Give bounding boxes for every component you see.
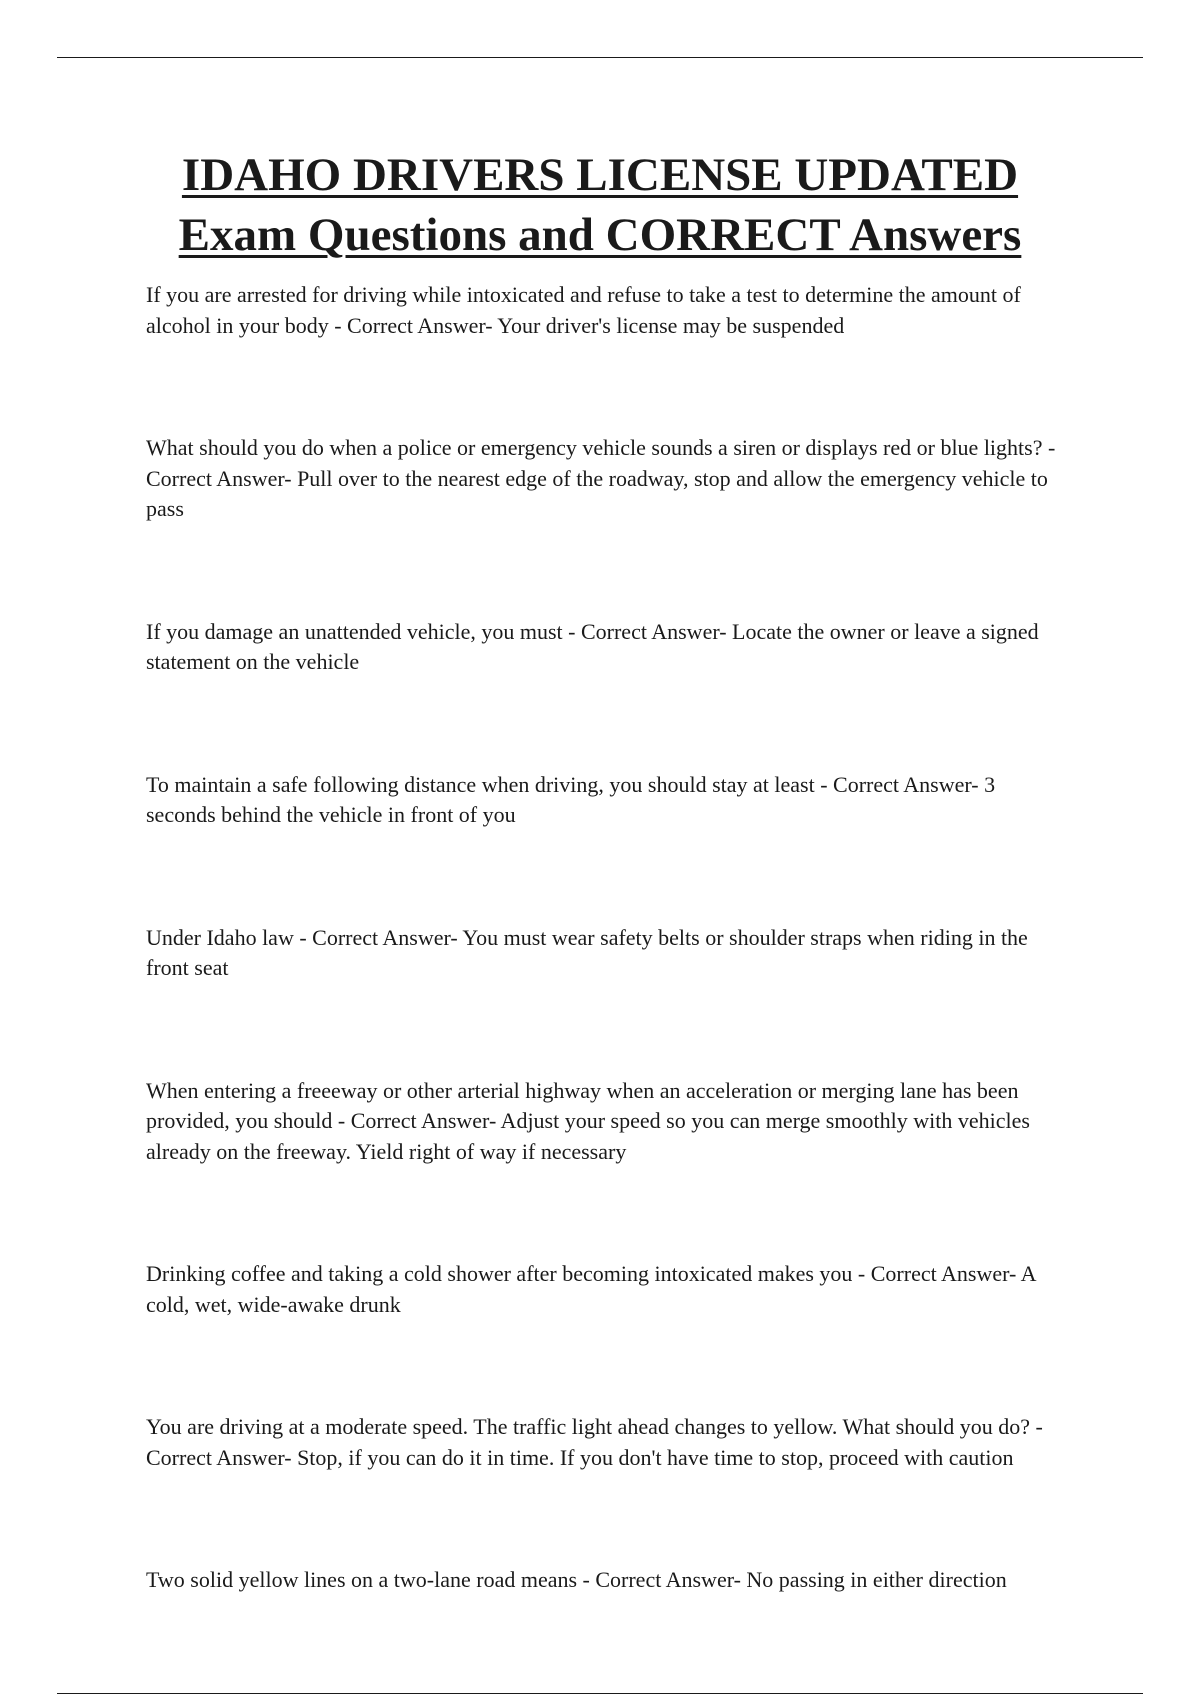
qa-item-1: If you are arrested for driving while intoxicated and refuse to take a test to determine the amount of alcohol in your body - Correct Answer- Your driver's license may be suspended <box>146 282 1021 338</box>
title-line-2: Exam Questions and CORRECT Answers <box>178 209 1022 261</box>
page-top-rule <box>57 57 1143 58</box>
qa-item-4: To maintain a safe following distance when driving, you should stay at least - Correct Answer- 3 seconds behind the vehicle in front of you <box>146 771 996 827</box>
qa-item-9: Two solid yellow lines on a two-lane road means - Correct Answer- No passing in either direction <box>146 1567 1007 1592</box>
document-title <box>0 145 1200 265</box>
qa-item-8: You are driving at a moderate speed. The traffic light ahead changes to yellow. What should you do? - Correct Answer- Stop, if you can do it in time. If you don't have time to stop, proceed with caution <box>146 1414 1043 1470</box>
title-line-1: IDAHO DRIVERS LICENSE UPDATED <box>181 149 1019 201</box>
question-answer-list <box>146 280 1066 1688</box>
qa-item-2: What should you do when a police or emergency vehicle sounds a siren or displays red or blue lights? - Correct Answer- Pull over to the nearest edge of the roadway, stop and allow the emergency vehicle to pass <box>146 435 1056 521</box>
qa-item-6: When entering a freeeway or other arterial highway when an acceleration or merging lane has been provided, you should - Correct Answer- Adjust your speed so you can merge smoothly with vehicles already on the freeway. Yield right of way if necessary <box>146 1077 1030 1164</box>
page-bottom-rule <box>57 1693 1143 1694</box>
qa-item-3: If you damage an unattended vehicle, you must - Correct Answer- Locate the owner or leave a signed statement on the vehicle <box>146 618 1039 674</box>
qa-item-7: Drinking coffee and taking a cold shower after becoming intoxicated makes you - Correct Answer- A cold, wet, wide-awake drunk <box>146 1261 1036 1317</box>
qa-item-5: Under Idaho law - Correct Answer- You must wear safety belts or shoulder straps when riding in the front seat <box>146 924 1028 980</box>
